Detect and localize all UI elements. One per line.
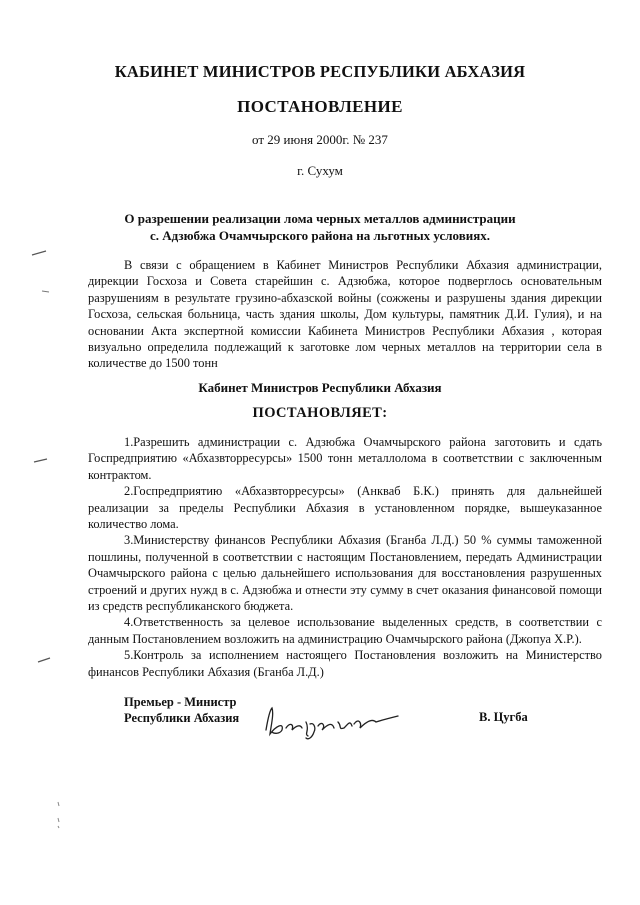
scan-mark (30, 248, 50, 258)
scan-mark (36, 655, 54, 665)
city: г. Сухум (297, 163, 343, 178)
resolving-body: Кабинет Министров Республики Абхазия (198, 380, 442, 395)
org-title: КАБИНЕТ МИНИСТРОВ РЕСПУБЛИКИ АБХАЗИЯ (114, 62, 526, 81)
scan-mark (32, 456, 50, 466)
intro-text: В связи с обращением в Кабинет Министров Республики Абхазия администрации, дирекции Госхоза и Совета старейшин с. Адзюбжа, которое подверглось основательным разрушениям в результате грузино-абхазской войны (сожжены и разрушены здания дирекции Госхоза, сельская больница, часть здания школы, Дом культуры, памятник Д.И. Гулия), и на основании Акта экспертной комиссии Кабинета Министров Республики Абхазия , которая визуально определила подлежащий к заготовке лом черных металлов на территории села в количестве до 1500 тонн (88, 258, 602, 371)
intro-paragraph (88, 257, 602, 372)
subject-heading (0, 210, 640, 244)
scan-mark (54, 800, 64, 830)
signatory-title-line-2: Республики Абхазия (124, 711, 240, 725)
resolution-item: 1.Разрешить администрации с. Адзюбжа Очамчырского района заготовить и сдать Госпредприятию «Абхазвторресурсы» 1500 тонн металлолома в соответствии с заключенным контрактом. (88, 435, 602, 482)
resolves-heading: ПОСТАНОВЛЯЕТ: (252, 405, 388, 421)
handwritten-signature (258, 700, 408, 742)
resolution-item: 4.Ответственность за целевое использование выделенных средств, в соответствии с данным Постановлением возложить на администрацию Очамчырского района (Джопуа Х.Р.). (88, 615, 602, 646)
resolution-items (88, 434, 602, 680)
signatory-title (124, 694, 239, 726)
resolution-item: 3.Министерству финансов Республики Абхазия (Бганба Л.Д.) 50 % суммы таможенной пошлины, полученной в соответствии с настоящим Постановлением, передать Администрации Очамчырского района с целью дальнейшего использования для восстановления разрушенных строений и других нужд в с. Адзюбжа и отнести эту сумму в счет оказания финансовой помощи из средств республиканского бюджета. (88, 533, 602, 614)
subject-line-2: с. Адзюбжа Очамчырского района на льготных условиях. (149, 228, 491, 243)
signatory-title-line-1: Премьер - Министр (124, 695, 237, 709)
document-type: ПОСТАНОВЛЕНИЕ (237, 97, 403, 116)
subject-line-1: О разрешении реализации лома черных металлов администрации (124, 211, 516, 226)
signatory-name: В. Цугба (479, 710, 528, 724)
resolution-item: 5.Контроль за исполнением настоящего Постановления возложить на Министерство финансов Республики Абхазия (Бганба Л.Д.) (88, 648, 602, 679)
scan-mark (40, 287, 52, 295)
date-number: от 29 июня 2000г. № 237 (252, 132, 388, 147)
resolution-item: 2.Госпредприятию «Абхазвторресурсы» (Анкваб Б.К.) принять для дальнейшей реализации за пределы Республики Абхазия в установленном порядке, вышеуказанное количество лома. (88, 484, 602, 532)
